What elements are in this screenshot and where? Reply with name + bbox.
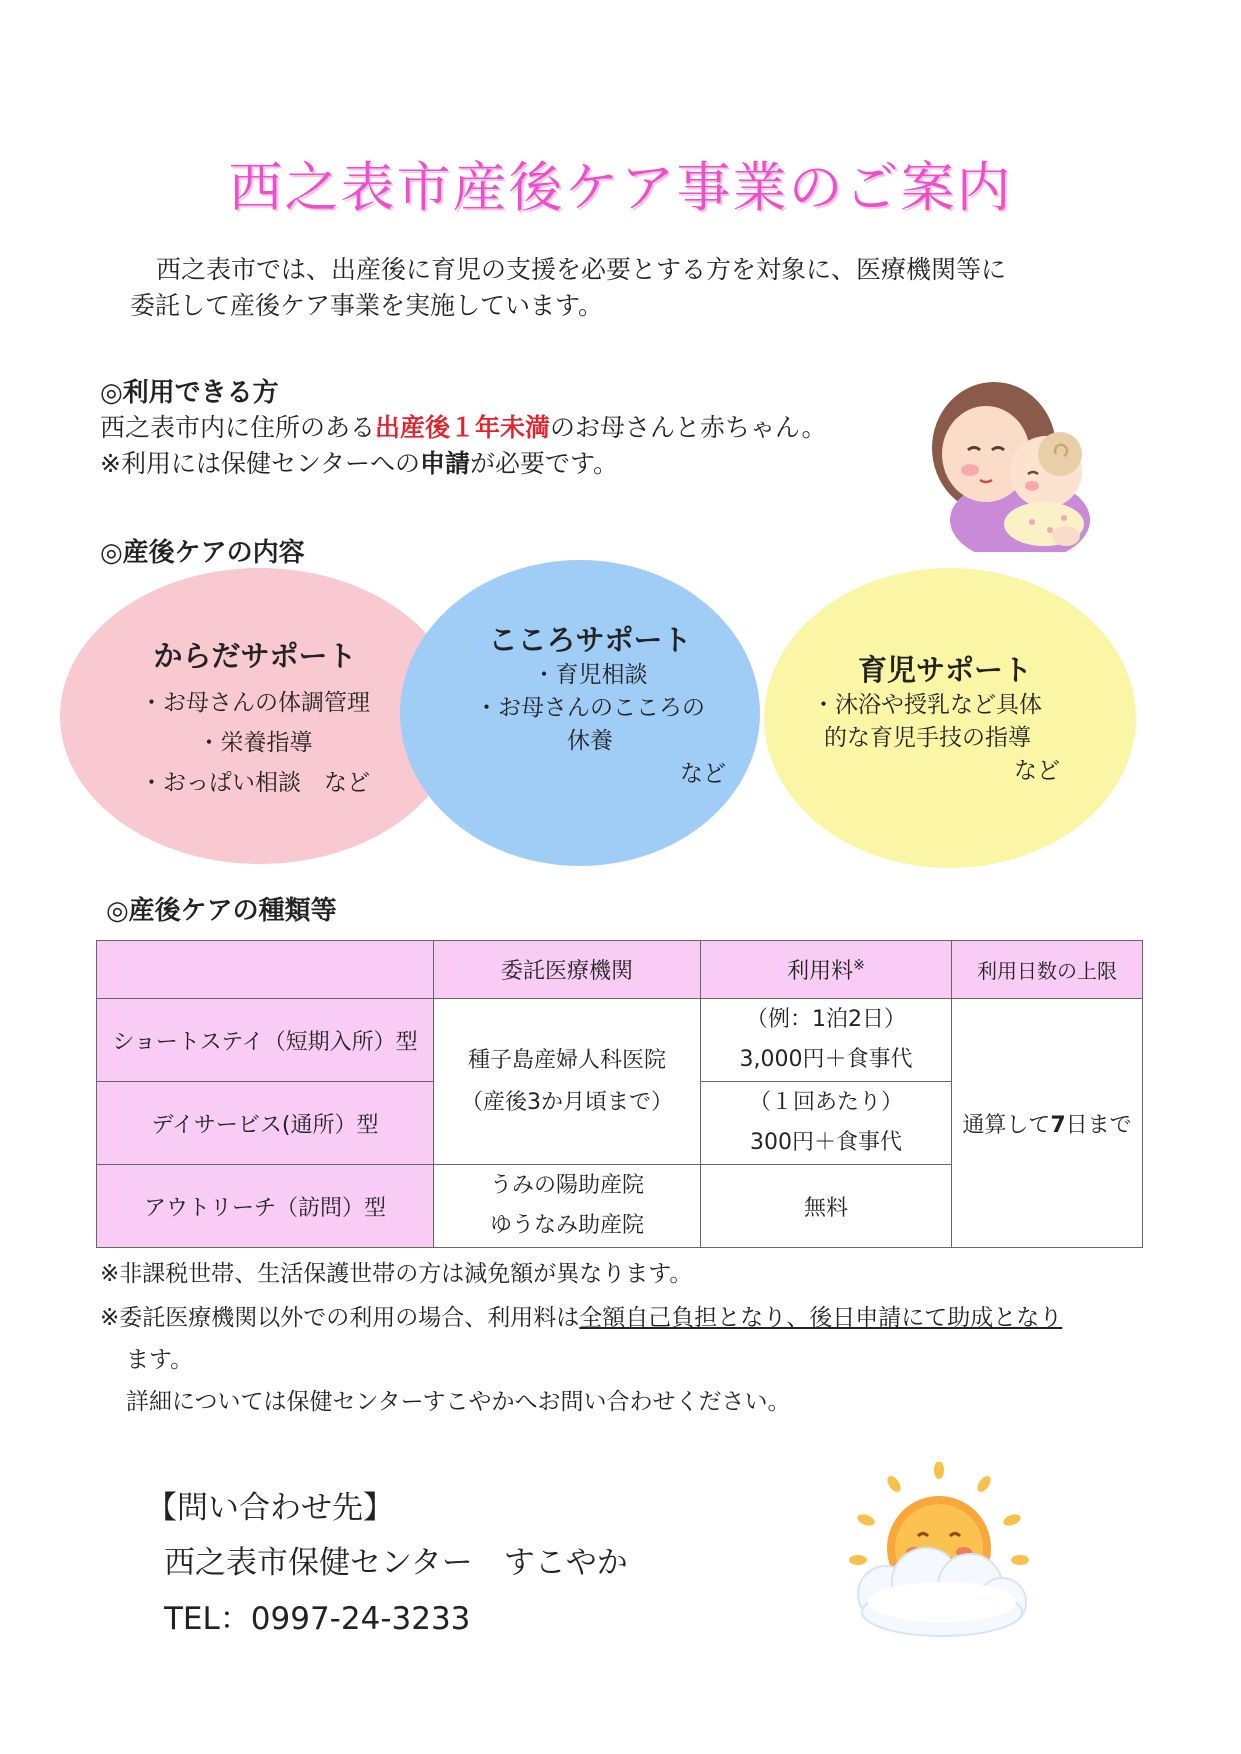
limit-post: 日まで: [1065, 1112, 1132, 1138]
types-heading: ◎産後ケアの種類等: [106, 896, 337, 926]
eligible-line-2: [100, 446, 900, 482]
limit-num: 7: [1050, 1112, 1066, 1138]
eligible-line-1-pre: 西之表市内に住所のある: [100, 413, 376, 442]
application-bold: 申請: [419, 449, 470, 478]
header-blank-cell: [97, 941, 434, 999]
institution-name: ゆうなみ助産院: [489, 1213, 644, 1238]
contact-tel: TEL：0997-24-3233: [164, 1601, 471, 1637]
shared-institution-cell: [434, 999, 701, 1165]
eligible-highlight: 出産後１年未満: [375, 413, 551, 442]
body-support-text: [100, 634, 410, 803]
fee-example: （例：1泊2日）: [746, 1007, 906, 1032]
mind-support-item: ・お母さんのこころの: [475, 695, 705, 721]
eligible-line-2-pre: ※利用には保健センターへの: [100, 449, 420, 478]
body-support-item: ・お母さんの体調管理: [140, 690, 370, 716]
limit-pre: 通算して: [962, 1112, 1051, 1138]
mind-support-title: こころサポート: [488, 623, 692, 657]
note-2-pre: ※委託医療機関以外での利用の場合、利用料は: [100, 1305, 580, 1331]
header-limit: 利用日数の上限: [952, 941, 1143, 999]
intro-line-2: 委託して産後ケア事業を実施しています。: [130, 291, 604, 320]
contact-org: 西之表市保健センター すこやか: [164, 1545, 628, 1581]
eligible-heading: ◎利用できる方: [100, 378, 279, 408]
eligible-line-1-post: のお母さんと赤ちゃん。: [550, 413, 827, 442]
eligible-line-1: [100, 410, 900, 446]
note-1: ※非課税世帯、生活保護世帯の方は減免額が異なります。: [100, 1261, 693, 1287]
childcare-support-item: 的な育児手技の指導: [824, 725, 1031, 751]
intro-text: [130, 252, 1130, 324]
childcare-support-item: ・沐浴や授乳など具体: [812, 692, 1042, 718]
limit-cell: [952, 999, 1143, 1248]
mind-support-item: 休養: [567, 728, 613, 754]
page-title: 西之表市産後ケア事業のご案内: [228, 156, 1013, 219]
mind-support-item: ・育児相談: [532, 662, 648, 688]
header-institution: 委託医療機関: [434, 941, 701, 999]
note-2-continued: ます。: [126, 1347, 194, 1373]
table-header-row: [97, 941, 1143, 999]
childcare-support-etc: など: [1014, 758, 1060, 784]
body-support-title: からだサポート: [153, 639, 357, 673]
sun-cloud-illustration: [846, 1462, 1032, 1642]
header-fee: [701, 941, 952, 999]
mind-support-text: [440, 618, 740, 791]
header-fee-label: 利用料: [787, 959, 854, 984]
note-3: 詳細については保健センターすこやかへお問い合わせください。: [126, 1389, 791, 1415]
row-fee-cell: 無料: [701, 1165, 952, 1248]
care-types-table: [96, 940, 1143, 1248]
institution-name: うみの陽助産院: [489, 1173, 644, 1198]
childcare-support-title: 育児サポート: [857, 653, 1032, 687]
eligible-text: [100, 410, 900, 482]
row-fee-cell: [701, 999, 952, 1082]
note-2: [100, 1301, 1160, 1335]
row-type-name: アウトリーチ（訪問）型: [97, 1165, 434, 1248]
contact-heading: 【問い合わせ先】: [146, 1490, 394, 1526]
body-support-item: ・おっぱい相談 など: [140, 770, 370, 796]
table-row: [97, 999, 1143, 1082]
note-2-underlined: 全額自己負担となり、後日申請にて助成となり: [579, 1305, 1063, 1331]
mind-support-etc: など: [680, 761, 726, 787]
eligible-line-2-post: が必要です。: [469, 449, 618, 478]
row-type-name: デイサービス(通所）型: [97, 1082, 434, 1165]
contents-heading: ◎産後ケアの内容: [100, 538, 305, 568]
mother-baby-illustration: [928, 372, 1098, 552]
fee-example: （１回あたり）: [748, 1090, 903, 1115]
intro-line-1: 西之表市では、出産後に育児の支援を必要とする方を対象に、医療機関等に: [156, 255, 1007, 284]
fee-amount: 3,000円＋食事代: [739, 1047, 913, 1072]
row-type-name: ショートステイ（短期入所）型: [97, 999, 434, 1082]
fee-amount: 300円＋食事代: [750, 1130, 902, 1155]
outreach-institution-cell: [434, 1165, 701, 1248]
institution-note: （産後3か月頃まで）: [461, 1089, 673, 1115]
row-fee-cell: [701, 1082, 952, 1165]
header-fee-mark: ※: [853, 957, 865, 974]
childcare-support-text: [800, 648, 1090, 788]
institution-name: 種子島産婦人科医院: [467, 1047, 666, 1073]
body-support-item: ・栄養指導: [197, 730, 313, 756]
notes: [100, 1257, 1160, 1419]
